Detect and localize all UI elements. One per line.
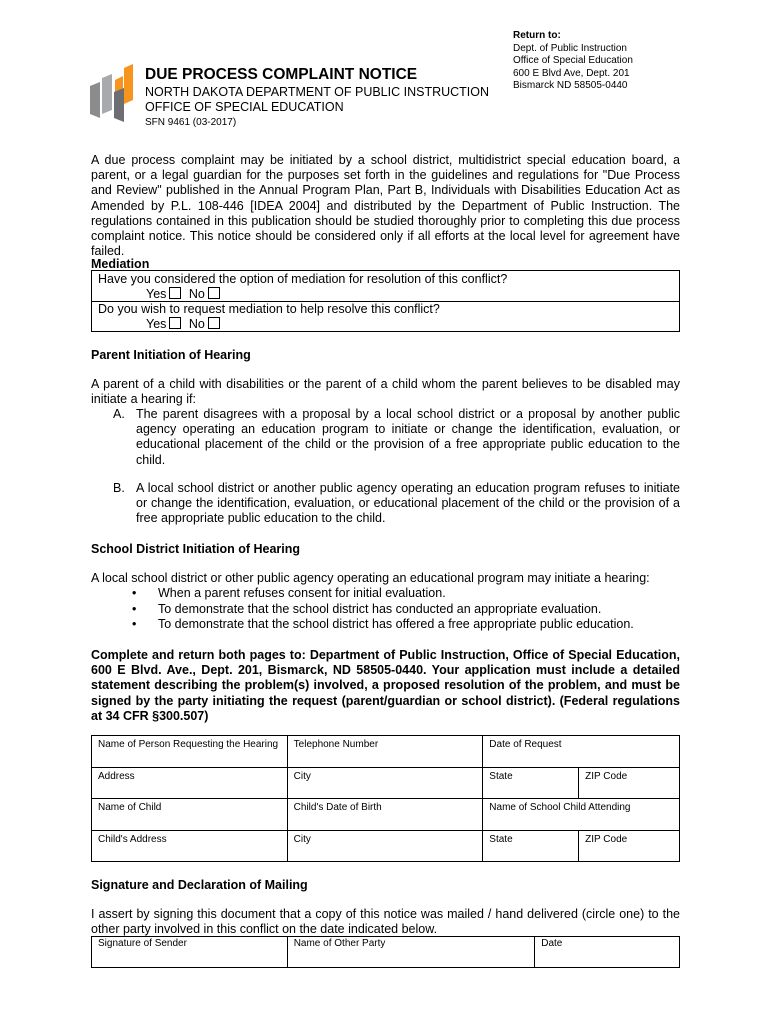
- name-requesting-field[interactable]: Name of Person Requesting the Hearing: [92, 736, 288, 768]
- dept-line-1: NORTH DAKOTA DEPARTMENT OF PUBLIC INSTRUCTION: [145, 85, 490, 99]
- signature-date-field[interactable]: Date: [535, 937, 680, 968]
- mediation-question-1: [92, 272, 679, 302]
- q2-yes-checkbox[interactable]: [169, 317, 181, 329]
- item-a-label: A.: [113, 407, 125, 421]
- no-label: No: [188, 287, 205, 301]
- bullet-1-text: When a parent refuses consent for initial evaluation.: [158, 586, 446, 600]
- item-b-text: A local school district or another public agency operating an education program refuses to initiate or change the identification, evaluation, or educational placement of the child or the provision of a free appropriate public education to the child.: [136, 481, 680, 526]
- department-name: [145, 85, 489, 115]
- q2-no-checkbox[interactable]: [208, 317, 220, 329]
- mediation-q1-text: Have you considered the option of mediation for resolution of this conflict?: [98, 272, 508, 286]
- return-line-2: Office of Special Education: [513, 55, 633, 66]
- parent-heading: Parent Initiation of Hearing: [91, 348, 251, 362]
- child-address-field[interactable]: Child's Address: [92, 830, 288, 862]
- mediation-q2-options: [98, 317, 679, 332]
- bullet-2-text: To demonstrate that the school district has conducted an appropriate evaluation.: [158, 602, 602, 616]
- return-instructions: Complete and return both pages to: Department of Public Instruction, Office of Special Education, 600 E Blvd. Ave., Dept. 201, Bismarck, ND 58505-0440. Your application must include a detailed statement describing the problem(s) involved, a proposed resolution of the problem, and must be signed by the party initiating the request (parent/guardian or school district). (Federal regulations at 34 CFR §300.507): [91, 648, 680, 723]
- signature-sender-field[interactable]: Signature of Sender: [92, 937, 288, 968]
- bullet-3-text: To demonstrate that the school district has offered a free appropriate public education.: [158, 617, 634, 631]
- return-line-1: Dept. of Public Instruction: [513, 42, 627, 54]
- return-line-3: 600 E Blvd Ave, Dept. 201: [513, 67, 630, 79]
- table-row: [92, 830, 680, 862]
- child-dob-field[interactable]: Child's Date of Birth: [287, 799, 483, 831]
- q1-yes-checkbox[interactable]: [169, 287, 181, 299]
- signature-statement: I assert by signing this document that a copy of this notice was mailed / hand delivered (circle one) to the other party involved in this conflict on the date indicated below.: [91, 907, 680, 937]
- table-row: [92, 767, 680, 799]
- signature-heading: Signature and Declaration of Mailing: [91, 878, 308, 892]
- page-title: DUE PROCESS COMPLAINT NOTICE: [145, 66, 418, 83]
- child-city-field[interactable]: City: [287, 830, 483, 862]
- parent-intro: A parent of a child with disabilities or the parent of a child whom the parent believes to be disabled may initiate a hearing if:: [91, 377, 680, 407]
- child-zip-field[interactable]: ZIP Code: [579, 830, 680, 862]
- mediation-q1-options: [98, 287, 679, 302]
- school-field[interactable]: Name of School Child Attending: [483, 799, 680, 831]
- district-bullet-1: [91, 586, 680, 602]
- return-line-4: Bismarck ND 58505-0440: [513, 80, 628, 91]
- district-heading: School District Initiation of Hearing: [91, 542, 301, 556]
- district-bullet-3: [91, 617, 680, 633]
- bullet: •: [132, 586, 137, 600]
- intro-paragraph: A due process complaint may be initiated by a school district, multidistrict special education board, a parent, or a legal guardian for the purposes set forth in the guidelines and regulations for "Due Process and Review" published in the Annual Program Plan, Part B, Individuals with Disabilities Education Act as Amended by P.L. 108-446 [IDEA 2004] and distributed by the Department of Public Instruction. The regulations contained in this publication should be studied thoroughly prior to completing this due process complaint notice. This notice should be considered only if all efforts at the local level for agreement have failed.: [91, 153, 680, 259]
- yes-label: Yes: [146, 287, 167, 301]
- q1-no-checkbox[interactable]: [208, 287, 220, 299]
- return-label: Return to:: [513, 30, 561, 41]
- telephone-field[interactable]: Telephone Number: [287, 736, 483, 768]
- nd-logo-icon: [90, 64, 134, 122]
- zip-field[interactable]: ZIP Code: [579, 767, 680, 799]
- child-name-field[interactable]: Name of Child: [92, 799, 288, 831]
- address-field[interactable]: Address: [92, 767, 288, 799]
- other-party-field[interactable]: Name of Other Party: [287, 937, 535, 968]
- mediation-q2-text: Do you wish to request mediation to help resolve this conflict?: [98, 302, 440, 316]
- bullet: •: [132, 617, 137, 631]
- state-field[interactable]: State: [483, 767, 579, 799]
- signature-table: [91, 936, 680, 968]
- mediation-question-2: [92, 302, 679, 332]
- table-row: [92, 937, 680, 968]
- table-row: [92, 736, 680, 768]
- district-bullet-2: [91, 602, 680, 618]
- requester-form-table: [91, 735, 680, 862]
- table-row: [92, 799, 680, 831]
- date-request-field[interactable]: Date of Request: [483, 736, 680, 768]
- child-state-field[interactable]: State: [483, 830, 579, 862]
- item-a-text: The parent disagrees with a proposal by a local school district or a proposal by another public agency operating an education program to initiate or change the identification, evaluation, or educational placement of the child or the provision of a free appropriate public education to the child.: [136, 407, 680, 467]
- mediation-heading: Mediation: [91, 257, 150, 271]
- no-label: No: [188, 317, 205, 331]
- parent-item-a: [91, 407, 680, 468]
- yes-label: Yes: [146, 317, 167, 331]
- form-number: SFN 9461 (03-2017): [145, 117, 237, 128]
- bullet: •: [132, 602, 137, 616]
- city-field[interactable]: City: [287, 767, 483, 799]
- dept-line-2: OFFICE OF SPECIAL EDUCATION: [145, 100, 344, 114]
- district-intro: A local school district or other public agency operating an educational program may initiate a hearing:: [91, 571, 650, 585]
- item-b-label: B.: [113, 481, 125, 495]
- return-address: [513, 30, 633, 93]
- mediation-box: [91, 270, 680, 332]
- parent-item-b: [91, 481, 680, 527]
